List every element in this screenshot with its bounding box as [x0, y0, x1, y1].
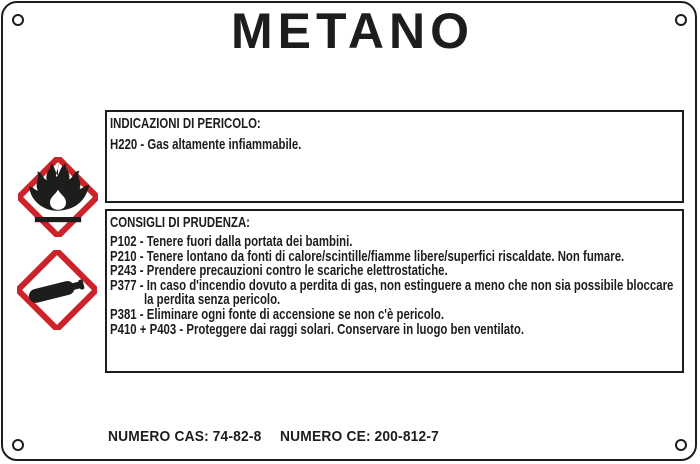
cas-number-value: 74-82-8	[212, 428, 262, 445]
ce-number-value: 200-812-7	[374, 428, 440, 445]
precautionary-statements-box	[105, 209, 684, 373]
sign-title: METANO	[231, 3, 474, 59]
precaution-statement-p210: P210 - Tenere lontano da fonti di calore/scintille/fiamme libere/superfici riscaldate. Non fumare.	[110, 247, 625, 265]
ce-number	[280, 429, 439, 444]
precaution-statement-p381: P381 - Eliminare ogni fonte di accensione se non c'è pericolo.	[110, 305, 445, 323]
precaution-statement-p410-p403: P410 + P403 - Proteggere dai raggi solari. Conservare in luogo ben ventilato.	[110, 320, 525, 338]
precaution-statement-p243: P243 - Prendere precauzioni contro le scariche elettrostatiche.	[110, 262, 448, 280]
ce-number-label: NUMERO CE:	[280, 428, 371, 445]
precaution-box-header: CONSIGLI DI PRUDENZA:	[110, 214, 250, 231]
precaution-statement-p102: P102 - Tenere fuori dalla portata dei bambini.	[110, 233, 353, 250]
hazard-statement-h220: H220 - Gas altamente infiammabile.	[110, 136, 302, 153]
hazard-statements-box	[105, 110, 684, 203]
flame-icon	[18, 157, 98, 237]
precaution-statement-p377: P377 - In caso d'incendio dovuto a perdita di gas, non estinguere a meno che non sia possibile bloccare	[110, 276, 674, 294]
precaution-statement-p377-continuation: la perdita senza pericolo.	[144, 291, 281, 309]
screw-hole-bottom-right	[675, 439, 687, 451]
ghs04-gas-cylinder-pictogram	[17, 250, 97, 330]
screw-hole-bottom-left	[12, 439, 24, 451]
ghs02-flame-pictogram	[18, 157, 98, 237]
hazard-box-header: INDICAZIONI DI PERICOLO:	[110, 115, 261, 132]
cas-number	[108, 429, 261, 444]
gas-cylinder-icon	[17, 250, 97, 330]
cas-number-label: NUMERO CAS:	[108, 428, 209, 445]
